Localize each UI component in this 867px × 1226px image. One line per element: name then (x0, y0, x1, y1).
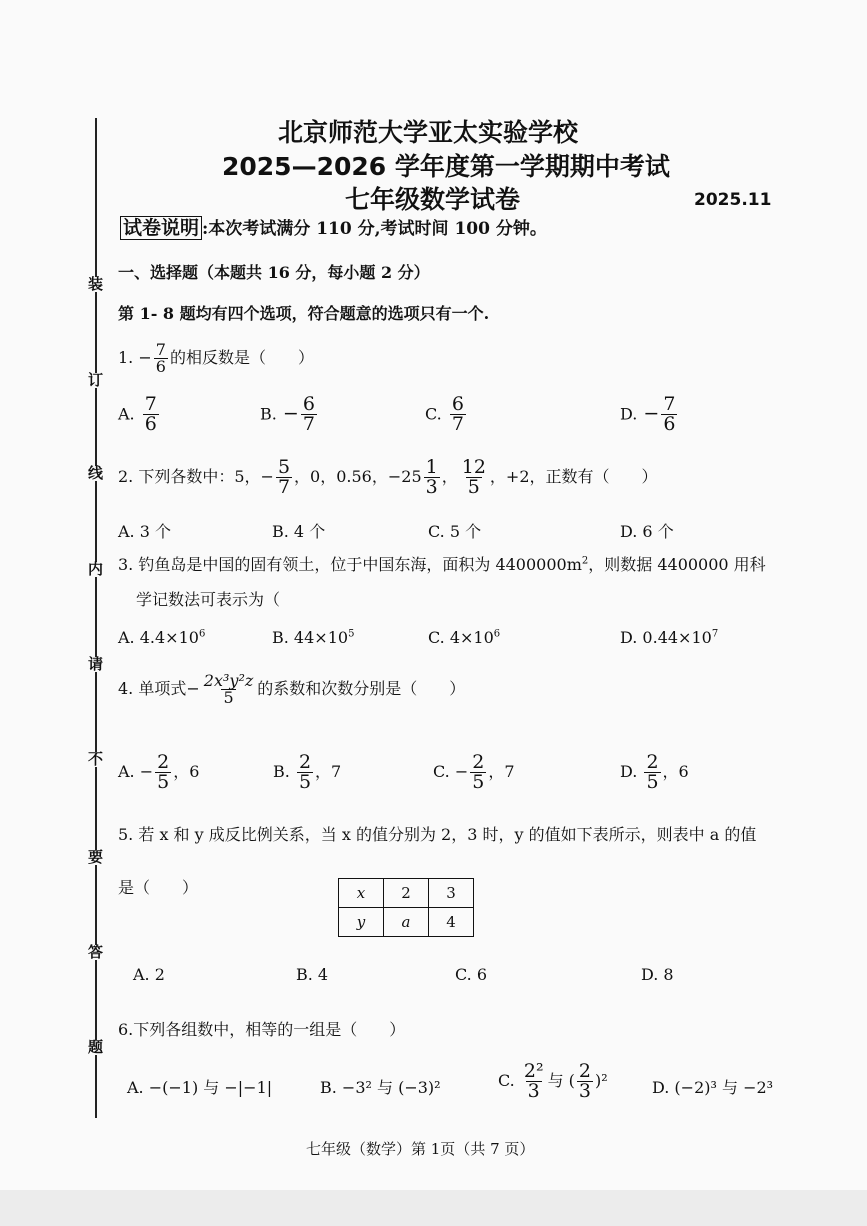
q4-option-a[interactable]: A. − $\frac{2}{5}$ ，6 (118, 751, 200, 793)
q4-option-b[interactable]: B. $\frac{2}{5}$ ，7 (273, 751, 342, 793)
q6-option-c[interactable]: C. $\frac{\text{2²}}{3}$ 与 ( $\frac{2}{3}$ )² (498, 1060, 608, 1102)
q1-option-d[interactable]: D. − $\frac{7}{6}$ (620, 393, 676, 435)
binding-char: 装 (88, 275, 104, 293)
q1-option-c[interactable]: C. $\frac{6}{7}$ (425, 393, 464, 435)
q6-option-a[interactable]: A. −(−1) 与 −|−1| (127, 1078, 273, 1097)
question-5-line2: 是（ ） (118, 878, 199, 897)
question-3-line2: 学记数法可表示为（ (136, 590, 281, 609)
binding-char: 请 (88, 655, 104, 673)
binding-char: 订 (88, 371, 104, 389)
q1-option-a[interactable]: A. $\frac{7}{6}$ (118, 393, 157, 435)
q5-option-a[interactable]: A. 2 (133, 965, 165, 984)
table-cell: 4 (429, 908, 474, 937)
q1-option-b[interactable]: B. − $\frac{6}{7}$ (260, 393, 315, 435)
q2-option-d[interactable]: D. 6 个 (620, 522, 674, 541)
instructions (120, 213, 547, 240)
question-3-line1: 3. 钓鱼岛是中国的固有领土，位于中国东海，面积为 $4400000m^2$，则数据 4400000 用科 (118, 555, 766, 574)
q3-option-d[interactable]: D. $0.44\times 10^7$ (620, 628, 719, 647)
q5-option-b[interactable]: B. 4 (296, 965, 329, 984)
binding-line (95, 118, 97, 1118)
q6-option-b[interactable]: B. −3² 与 (−3)² (320, 1078, 441, 1097)
q3-option-c[interactable]: C. $4\times 10^6$ (428, 628, 501, 647)
q3-option-b[interactable]: B. $44\times 10^5$ (272, 628, 355, 647)
binding-char: 线 (88, 464, 104, 482)
question-2: 2. 下列各数中：5，− $\frac{5}{7}$ ，0，0.56，−25 $\frac{1}{3}$ ， $\frac{12}{5}$ ，+2，正数有（ ） (118, 456, 658, 498)
binding-char: 要 (88, 848, 104, 866)
q6-option-d[interactable]: D. (−2)³ 与 −2³ (652, 1078, 774, 1097)
q2-option-c[interactable]: C. 5 个 (428, 522, 482, 541)
q5-option-c[interactable]: C. 6 (455, 965, 488, 984)
table-cell: 3 (429, 879, 474, 908)
question-1: 1. − $\frac{7}{6}$ 的相反数是（ ） (118, 340, 314, 376)
table-cell: x (339, 879, 384, 908)
section-note: 第 1- 8 题均有四个选项，符合题意的选项只有一个. (118, 304, 490, 323)
instructions-label: 试卷说明 (120, 216, 202, 240)
page-bottom-strip (0, 1190, 867, 1226)
question-6: 6.下列各组数中，相等的一组是（ ） (118, 1020, 406, 1039)
q2-option-a[interactable]: A. 3 个 (118, 522, 171, 541)
section-heading: 一、选择题（本题共 16 分，每小题 2 分） (118, 263, 430, 282)
school-title: 北京师范大学亚太实验学校 (278, 118, 579, 147)
binding-char: 内 (88, 560, 104, 578)
exam-term: 2025—2026 学年度第一学期期中考试 (222, 152, 670, 181)
exam-date: 2025.11 (694, 190, 772, 210)
table-cell: y (339, 908, 384, 937)
paper-subject: 七年级数学试卷 (345, 185, 521, 214)
q5-option-d[interactable]: D. 8 (641, 965, 674, 984)
table-cell: a (384, 908, 429, 937)
q3-option-a[interactable]: A. $4.4\times 10^6$ (118, 628, 206, 647)
table-cell: 2 (384, 879, 429, 908)
page-footer: 七年级（数学）第 1页（共 7 页） (306, 1140, 535, 1158)
q4-option-c[interactable]: C. − $\frac{2}{5}$ ，7 (433, 751, 515, 793)
q4-option-d[interactable]: D. $\frac{2}{5}$ ，6 (620, 751, 689, 793)
q5-table (338, 878, 474, 937)
question-5-line1: 5. 若 x 和 y 成反比例关系，当 x 的值分别为 2，3 时，y 的值如下表所示，则表中 a 的值 (118, 825, 757, 844)
binding-char: 不 (88, 750, 104, 768)
q2-option-b[interactable]: B. 4 个 (272, 522, 326, 541)
instructions-text: :本次考试满分 110 分,考试时间 100 分钟。 (202, 219, 547, 239)
question-4: 4. 单项式− $\frac{\text{2x³y²z}}{5}$ 的系数和次数分别是（ ） (118, 671, 466, 707)
binding-char: 答 (88, 943, 104, 961)
binding-char: 题 (88, 1038, 104, 1056)
